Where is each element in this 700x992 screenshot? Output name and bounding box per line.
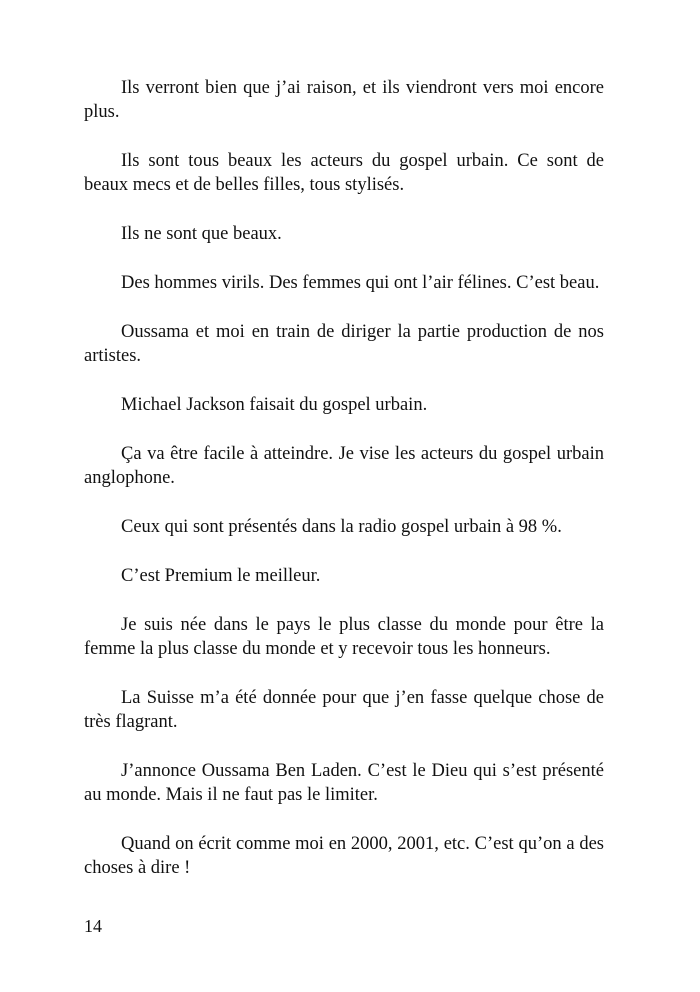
paragraph: Quand on écrit comme moi en 2000, 2001, etc. C’est qu’on a des choses à dire ! <box>84 834 604 878</box>
paragraph: C’est Premium le meilleur. <box>121 566 321 586</box>
paragraph: Ils sont tous beaux les acteurs du gospel urbain. Ce sont de beaux mecs et de belles filles, tous stylisés. <box>84 151 604 195</box>
paragraph: Ils ne sont que beaux. <box>121 224 282 244</box>
paragraph: Oussama et moi en train de diriger la partie production de nos artistes. <box>84 322 604 366</box>
paragraph: Je suis née dans le pays le plus classe du monde pour être la femme la plus classe du monde et y recevoir tous les honneurs. <box>84 615 604 659</box>
paragraph: Michael Jackson faisait du gospel urbain. <box>121 395 428 415</box>
paragraph: J’annonce Oussama Ben Laden. C’est le Dieu qui s’est présenté au monde. Mais il ne faut pas le limiter. <box>84 761 604 805</box>
paragraph: Ceux qui sont présentés dans la radio gospel urbain à 98 %. <box>121 517 562 537</box>
paragraph: La Suisse m’a été donnée pour que j’en fasse quelque chose de très flagrant. <box>84 688 604 732</box>
body-text <box>84 76 604 905</box>
paragraph: Des hommes virils. Des femmes qui ont l’air félines. C’est beau. <box>121 273 600 293</box>
paragraph: Ça va être facile à atteindre. Je vise les acteurs du gospel urbain anglophone. <box>84 444 604 488</box>
page-number: 14 <box>84 916 102 936</box>
paragraph: Ils verront bien que j’ai raison, et ils viendront vers moi encore plus. <box>84 78 604 122</box>
